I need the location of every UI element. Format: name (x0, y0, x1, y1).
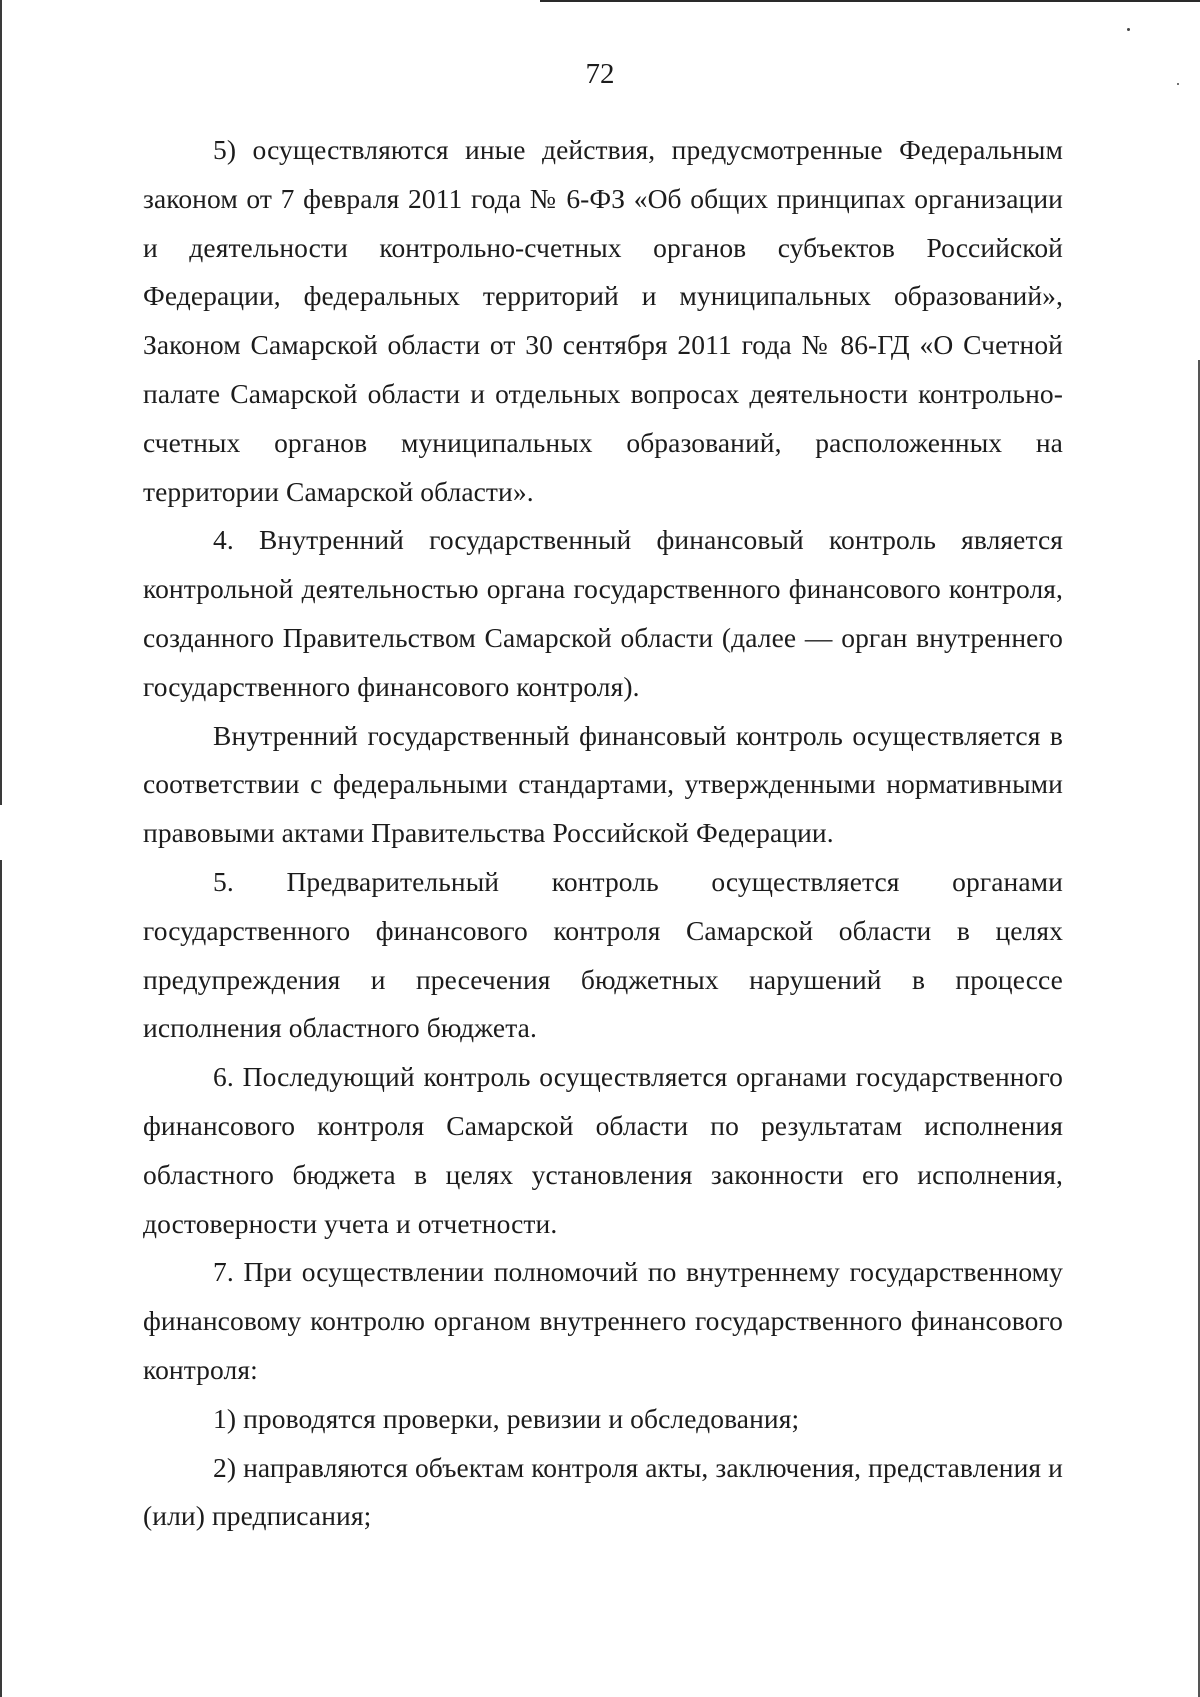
paragraph-4-internal-control: 4. Внутренний государственный финансовый контроль является контрольной деятельностью органа государственного финансового контроля, созданного Правительством Самарской области (далее — орган внутреннего государственного финансового контроля). (143, 524, 1063, 702)
paragraph-item-2-acts: 2) направляются объектам контроля акты, заключения, представления и (или) предписания; (143, 1451, 1063, 1532)
scan-edge-left-gap (0, 805, 3, 860)
paragraph-5-preliminary-control: 5. Предварительный контроль осуществляется органами государственного финансового контроля Самарской области в целях предупреждения и пресечения бюджетных нарушений в процессе исполнения областного бюджета. (143, 865, 1063, 1044)
paragraph-7-powers: 7. При осуществлении полномочий по внутреннему государственному финансовому контролю органом внутреннего государственного финансового контроля: (143, 1256, 1063, 1385)
paragraph-6-subsequent-control: 6. Последующий контроль осуществляется органами государственного финансового контроля Самарской области по результатам исполнения областного бюджета в целях установления законности его исполнения, достоверности учета и отчетности. (143, 1061, 1063, 1239)
paragraph-item-1-inspections: 1) проводятся проверки, ревизии и обследования; (213, 1402, 800, 1434)
scan-edge-top (540, 0, 1200, 2)
paragraph-item-5-other-actions: 5) осуществляются иные действия, предусмотренные Федеральным законом от 7 февраля 2011 года № 6-ФЗ «Об общих принципах организации и деятельности контрольно-счетных органов субъектов Российской Федерации, федеральных территорий и муниципальных образований», Законом Самарской области от 30 сентября 2011 года № 86-ГД «О Счетной палате Самарской области и отдельных вопросах деятельности контрольно-счетных органов муниципальных образований, расположенных на территории Самарской области». (143, 134, 1063, 507)
page-number: 72 (585, 58, 615, 90)
paragraph-internal-control-standards: Внутренний государственный финансовый контроль осуществляется в соответствии с федеральными стандартами, утвержденными нормативными правовыми актами Правительства Российской Федерации. (143, 719, 1063, 849)
scan-speck (1127, 28, 1130, 31)
document-body (143, 126, 1063, 1541)
